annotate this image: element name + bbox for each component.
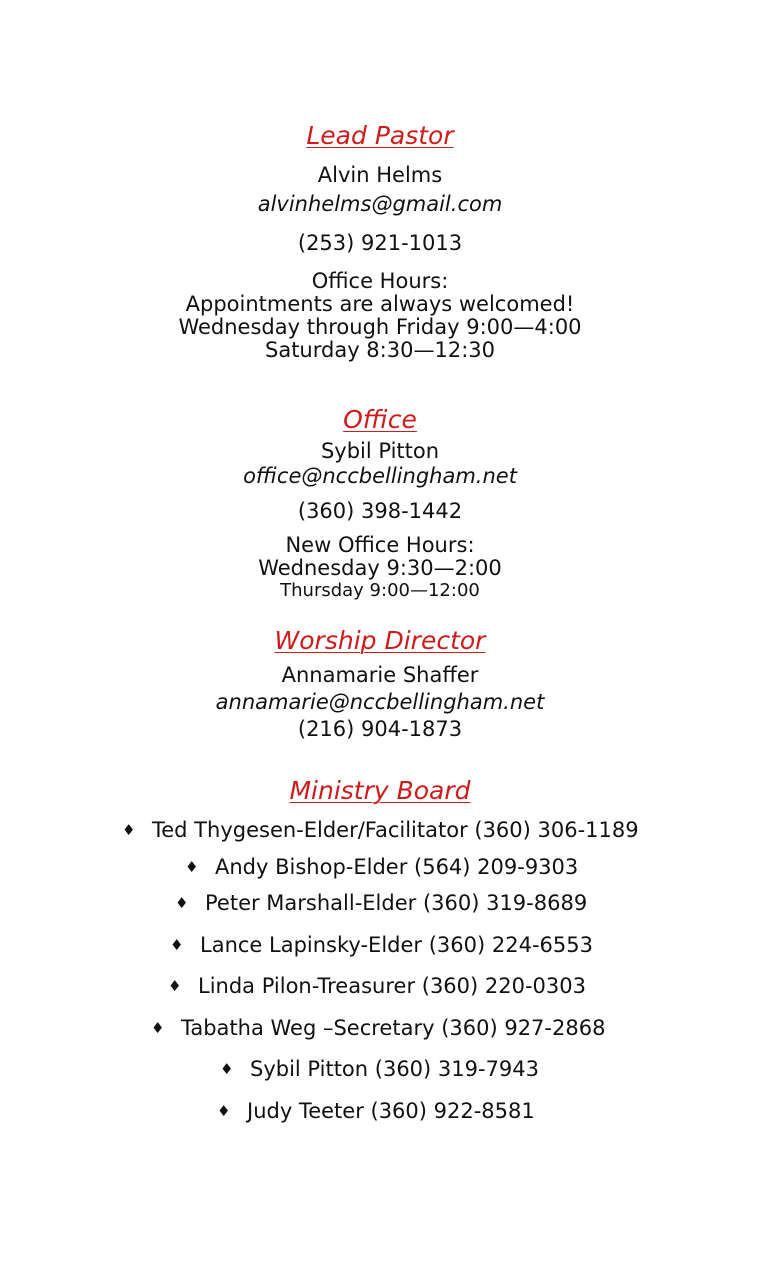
lead-pastor-hours-line: Saturday 8:30—12:30 — [265, 338, 495, 362]
board-member-text: Lance Lapinsky-Elder (360) 224-6553 — [200, 933, 593, 957]
worship-director-phone: (216) 904-1873 — [297, 717, 463, 741]
board-member-text: Sybil Pitton (360) 319-7943 — [250, 1057, 540, 1081]
board-member — [220, 1059, 539, 1080]
diamond-bullet-icon: ♦ — [168, 977, 182, 995]
office-name: Sybil Pitton — [320, 439, 440, 463]
board-member-text: Judy Teeter (360) 922-8581 — [247, 1099, 535, 1123]
board-member — [151, 1018, 605, 1039]
board-member — [170, 935, 593, 956]
board-member — [185, 857, 578, 878]
lead-pastor-email[interactable]: alvinhelms@gmail.com — [257, 192, 503, 216]
diamond-bullet-icon: ♦ — [122, 821, 136, 839]
lead-pastor-hours-label: Office Hours: — [311, 269, 449, 293]
board-member-text: Peter Marshall-Elder (360) 319-8689 — [205, 891, 588, 915]
lead-pastor-hours-line: Appointments are always welcomed! — [185, 292, 575, 316]
worship-director-heading: Worship Director — [274, 626, 486, 655]
lead-pastor-heading: Lead Pastor — [306, 121, 454, 150]
board-member-text: Linda Pilon-Treasurer (360) 220-0303 — [198, 974, 586, 998]
diamond-bullet-icon: ♦ — [217, 1102, 231, 1120]
office-phone: (360) 398-1442 — [297, 499, 463, 523]
lead-pastor-name: Alvin Helms — [317, 163, 443, 187]
diamond-bullet-icon: ♦ — [175, 894, 189, 912]
diamond-bullet-icon: ♦ — [185, 858, 199, 876]
lead-pastor-hours-line: Wednesday through Friday 9:00—4:00 — [178, 315, 582, 339]
office-heading: Office — [343, 405, 417, 434]
ministry-board-heading: Ministry Board — [289, 776, 471, 805]
board-member — [175, 893, 587, 914]
board-member-text: Ted Thygesen-Elder/Facilitator (360) 306-1189 — [152, 818, 639, 842]
diamond-bullet-icon: ♦ — [151, 1019, 165, 1037]
board-member — [168, 976, 586, 997]
diamond-bullet-icon: ♦ — [170, 936, 184, 954]
office-hours-label: New Office Hours: — [285, 533, 475, 557]
diamond-bullet-icon: ♦ — [220, 1060, 234, 1078]
worship-director-email[interactable]: annamarie@nccbellingham.net — [215, 690, 545, 714]
board-member-text: Andy Bishop-Elder (564) 209-9303 — [215, 855, 579, 879]
board-member — [217, 1101, 535, 1122]
office-hours-line: Thursday 9:00—12:00 — [280, 580, 480, 601]
board-member-text: Tabatha Weg –Secretary (360) 927-2868 — [181, 1016, 606, 1040]
board-member — [122, 820, 639, 841]
lead-pastor-phone: (253) 921-1013 — [297, 231, 463, 255]
worship-director-name: Annamarie Shaffer — [281, 663, 479, 687]
office-email[interactable]: office@nccbellingham.net — [243, 464, 517, 488]
office-hours-line: Wednesday 9:30—2:00 — [258, 556, 502, 580]
